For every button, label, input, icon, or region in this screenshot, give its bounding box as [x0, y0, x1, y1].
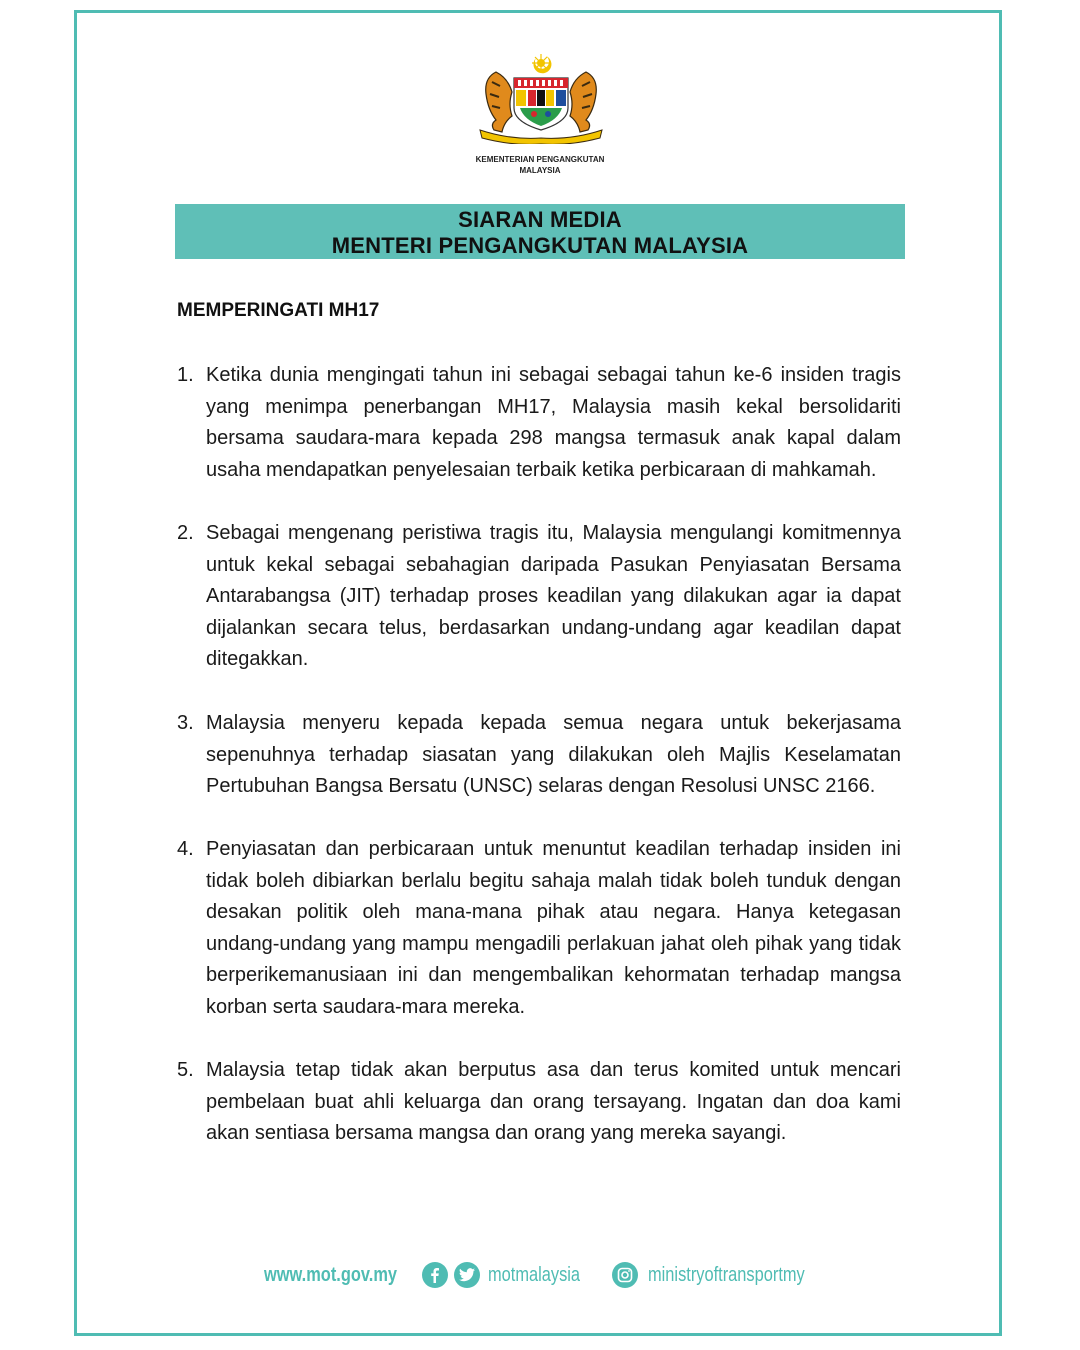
paragraph-number: 5. [177, 1059, 194, 1081]
paragraph-text: Penyiasatan dan perbicaraan untuk menuntut keadilan terhadap insiden ini tidak boleh dibiarkan berlalu begitu sahaja malah tidak boleh tunduk dengan desakan politik oleh mana-mana pihak atau negara. Hanya ketegasan undang-undang yang mampu mengadili perlakuan jahat oleh pihak yang tidak berperikemanusiaan ini dan mengembalikan kehormatan terhadap mangsa korban serta saudara-mara mereka. [206, 838, 901, 1018]
ministry-name-line2: MALAYSIA [519, 166, 561, 175]
paragraph-2 [177, 518, 901, 676]
social-links[interactable] [422, 1258, 600, 1292]
ministry-name [440, 154, 640, 176]
paragraph-4 [177, 834, 901, 1024]
website-link[interactable] [264, 1258, 426, 1292]
ministry-name-line1: KEMENTERIAN PENGANGKUTAN [475, 155, 605, 164]
twitter-icon[interactable] [454, 1262, 480, 1288]
paragraph-1 [177, 360, 901, 486]
website-text: www.mot.gov.my [264, 1263, 398, 1286]
paragraph-number: 3. [177, 712, 194, 734]
instagram-handle: ministryoftransportmy [648, 1263, 805, 1286]
instagram-link[interactable] [612, 1258, 839, 1292]
paragraph-text: Sebagai mengenang peristiwa tragis itu, Malaysia mengulangi komitmennya untuk kekal sebagai sebahagian daripada Pasukan Penyiasatan Bersama Antarabangsa (JIT) terhadap proses keadilan yang dilakukan agar ia dapat dijalankan secara telus, berdasarkan undang-undang agar keadilan dapat ditegakkan. [206, 522, 901, 671]
paragraph-number: 1. [177, 364, 194, 386]
document-heading: MEMPERINGATI MH17 [177, 300, 380, 321]
banner-line2: MENTERI PENGANGKUTAN MALAYSIA [331, 233, 749, 258]
banner-line1: SIARAN MEDIA [458, 207, 622, 232]
instagram-icon[interactable] [612, 1262, 638, 1288]
paragraph-text: Malaysia menyeru kepada kepada semua negara untuk bekerjasama sepenuhnya terhadap siasatan yang dilakukan oleh Majlis Keselamatan Pertubuhan Bangsa Bersatu (UNSC) selaras dengan Resolusi UNSC 2166. [206, 712, 901, 798]
coat-of-arms-logo [474, 50, 608, 144]
facebook-icon[interactable] [422, 1262, 448, 1288]
title-banner [175, 204, 905, 259]
paragraph-number: 2. [177, 522, 194, 544]
paragraph-number: 4. [177, 838, 194, 860]
paragraph-3 [177, 708, 901, 803]
paragraph-text: Malaysia tetap tidak akan berputus asa dan terus komited untuk mencari pembelaan buat ahli keluarga dan orang tersayang. Ingatan dan doa kami akan sentiasa bersama mangsa dan orang yang mereka sayangi. [206, 1059, 901, 1145]
paragraph-5 [177, 1055, 901, 1150]
paragraph-text: Ketika dunia mengingati tahun ini sebagai sebagai tahun ke-6 insiden tragis yang menimpa penerbangan MH17, Malaysia masih kekal bersolidariti bersama saudara-mara kepada 298 mangsa termasuk anak kapal dalam usaha mendapatkan penyelesaian terbaik ketika perbicaraan di mahkamah. [206, 364, 901, 481]
social-handle: motmalaysia [488, 1263, 581, 1286]
